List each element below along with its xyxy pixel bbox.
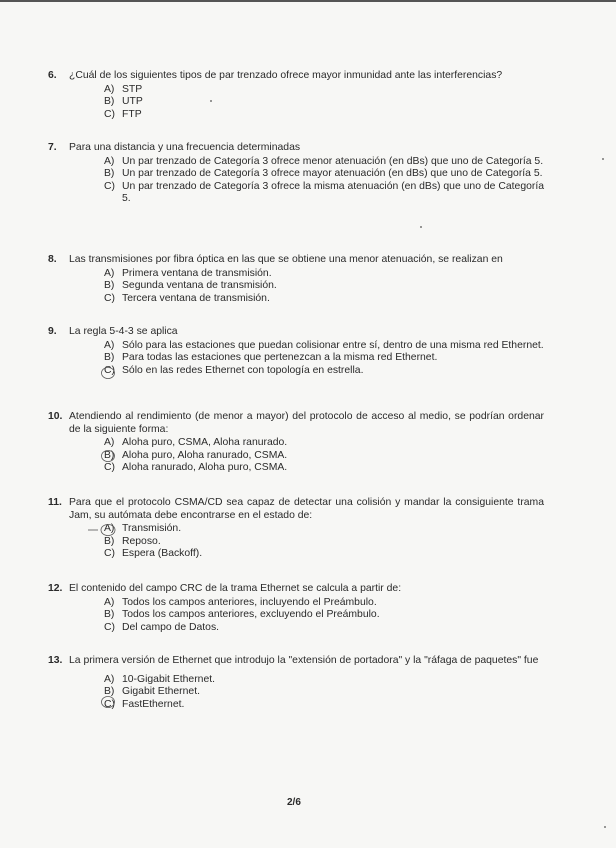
question-13 xyxy=(48,655,544,711)
answer-circle-icon xyxy=(100,449,116,463)
option-c: C) Aloha ranurado, Aloha puro, CSMA. xyxy=(104,462,288,474)
question-number: 7. xyxy=(48,142,57,153)
question-11 xyxy=(48,497,544,561)
option-c: C) FastEthernet. xyxy=(104,698,185,710)
page-number: 2/6 xyxy=(287,797,301,808)
top-border xyxy=(0,0,616,2)
answer-circle-icon xyxy=(100,366,116,380)
option-a: A) Un par trenzado de Categoría 3 ofrece menor atenuación (en dBs) que uno de Categoría 5. xyxy=(104,155,544,167)
scan-speck xyxy=(604,826,606,828)
question-12 xyxy=(48,583,544,634)
options xyxy=(104,84,544,122)
option-b: B) Para todas las estaciones que pertenezcan a la misma red Ethernet. xyxy=(104,352,438,364)
options xyxy=(104,268,544,306)
question-number: 8. xyxy=(48,254,57,265)
option-a: A) Aloha puro, CSMA, Aloha ranurado. xyxy=(104,437,288,449)
question-text: La primera versión de Ethernet que introdujo la "extensión de portadora" y la "ráfaga de paquetes" fue xyxy=(69,655,539,666)
question-6 xyxy=(48,70,544,121)
option-c: C) Un par trenzado de Categoría 3 ofrece la misma atenuación (en dBs) que uno de Categoría 5. xyxy=(104,180,544,205)
question-text: El contenido del campo CRC de la trama Ethernet se calcula a partir de: xyxy=(69,583,402,594)
options xyxy=(104,156,544,206)
option-a: A) Todos los campos anteriores, incluyendo el Preámbulo. xyxy=(104,596,377,608)
question-number: 9. xyxy=(48,326,57,337)
question-text: Las transmisiones por fibra óptica en las que se obtiene una menor atenuación, se realizan en xyxy=(69,254,503,265)
option-b: B) Todos los campos anteriores, excluyendo el Preámbulo. xyxy=(104,609,380,621)
option-c: C) Tercera ventana de transmisión. xyxy=(104,292,270,304)
option-a: A) STP xyxy=(104,83,143,95)
question-number: 12. xyxy=(48,583,63,594)
option-b: B) Aloha puro, Aloha ranurado, CSMA. xyxy=(104,449,288,461)
option-b: B) Un par trenzado de Categoría 3 ofrece mayor atenuación (en dBs) que uno de Categoría 5. xyxy=(104,168,543,180)
question-number: 10. xyxy=(48,411,63,422)
option-a: A) Transmisión. xyxy=(104,523,182,535)
option-b: B) UTP xyxy=(104,96,143,108)
options xyxy=(104,523,544,561)
options xyxy=(104,674,544,712)
question-text: Atendiendo al rendimiento (de menor a mayor) del protocolo de acceso al medio, se podrían ordenar de la siguiente forma: xyxy=(69,411,544,435)
question-number: 13. xyxy=(48,655,63,666)
answer-circle-icon xyxy=(100,695,116,709)
options xyxy=(104,437,544,475)
options xyxy=(104,340,544,378)
answer-arrow-icon xyxy=(86,523,118,537)
option-c: C) FTP xyxy=(104,108,142,120)
question-9 xyxy=(48,326,544,377)
option-b: B) Gigabit Ethernet. xyxy=(104,686,200,698)
question-number: 6. xyxy=(48,70,57,81)
option-c: C) Sólo en las redes Ethernet con topología en estrella. xyxy=(104,364,364,376)
options xyxy=(104,597,544,635)
option-a: A) 10-Gigabit Ethernet. xyxy=(104,673,215,685)
option-b: B) Segunda ventana de transmisión. xyxy=(104,280,277,292)
question-text: Para que el protocolo CSMA/CD sea capaz de detectar una colisión y mandar la consiguiente trama Jam, su autómata debe encontrarse en el estado de: xyxy=(69,497,544,521)
option-b: B) Reposo. xyxy=(104,535,161,547)
question-number: 11. xyxy=(48,497,62,508)
question-10 xyxy=(48,411,544,475)
question-8 xyxy=(48,254,544,305)
option-c: C) Del campo de Datos. xyxy=(104,621,220,633)
question-text: ¿Cuál de los siguientes tipos de par trenzado ofrece mayor inmunidad ante las interferencias? xyxy=(69,70,503,81)
scan-speck xyxy=(210,100,212,102)
scan-speck xyxy=(420,226,422,228)
option-c: C) Espera (Backoff). xyxy=(104,548,203,560)
question-text: Para una distancia y una frecuencia determinadas xyxy=(69,142,301,153)
option-a: A) Sólo para las estaciones que puedan colisionar entre sí, dentro de una misma red Ethernet. xyxy=(104,339,544,351)
question-7 xyxy=(48,142,544,206)
option-a: A) Primera ventana de transmisión. xyxy=(104,267,272,279)
scan-speck xyxy=(602,158,604,160)
question-text: La regla 5-4-3 se aplica xyxy=(69,326,178,337)
